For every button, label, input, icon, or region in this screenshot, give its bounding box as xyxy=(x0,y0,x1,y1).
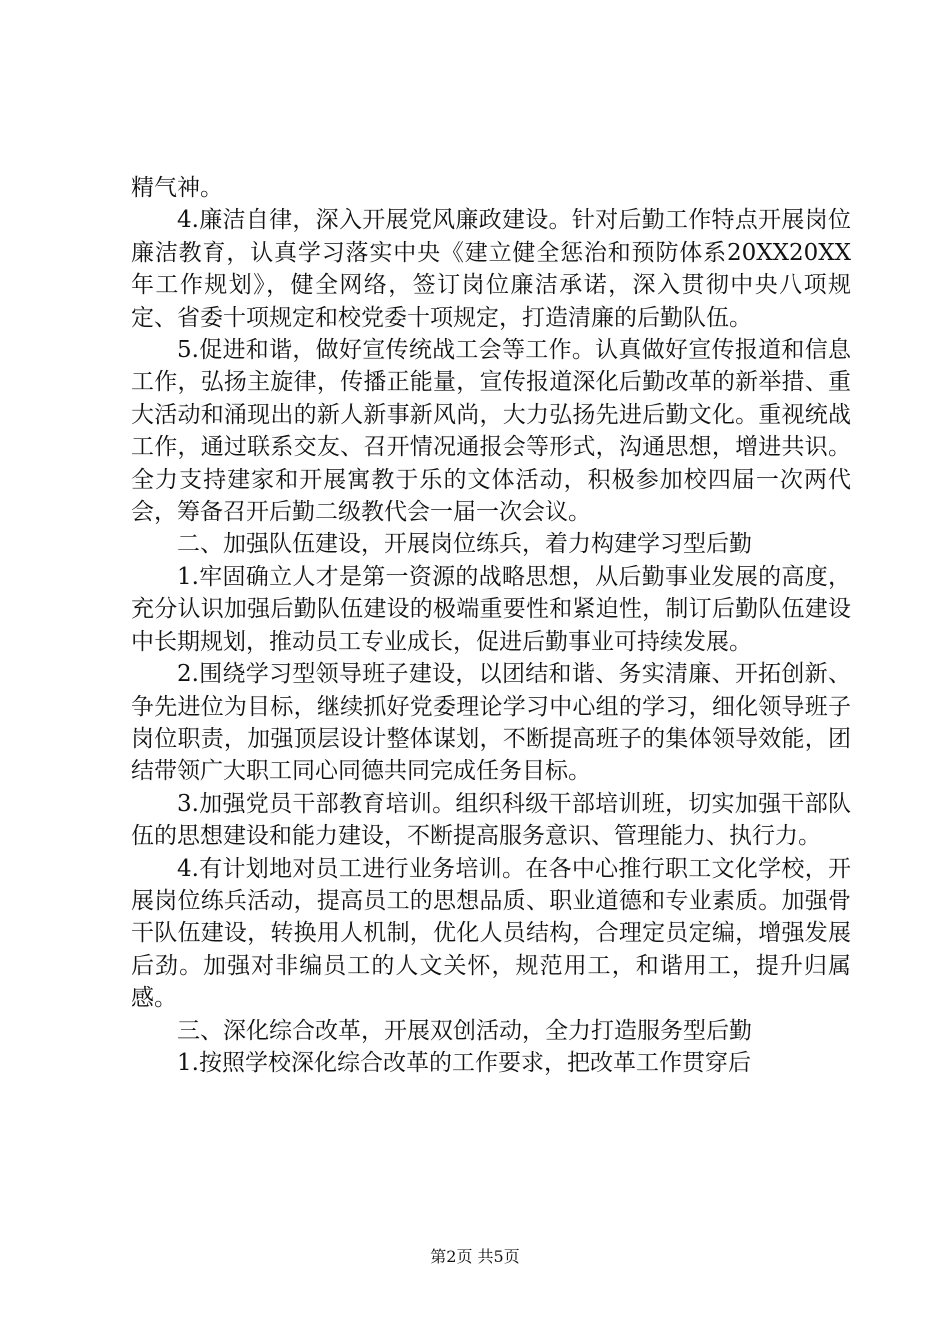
document-body xyxy=(131,172,851,1079)
page-number: 第2页 共5页 xyxy=(430,1247,520,1266)
paragraph: 4.廉洁自律，深入开展党风廉政建设。针对后勤工作特点开展岗位廉洁教育，认真学习落实中央《建立健全惩治和预防体系20XX20XX年工作规划》，健全网络，签订岗位廉洁承诺，深入贯彻中央八项规定、省委十项规定和校党委十项规定，打造清廉的后勤队伍。 xyxy=(131,207,851,331)
paragraph: 1.按照学校深化综合改革的工作要求，把改革工作贯穿后 xyxy=(177,1049,751,1076)
section-heading: 二、加强队伍建设，开展岗位练兵，着力构建学习型后勤 xyxy=(177,531,752,558)
paragraph: 2.围绕学习型领导班子建设，以团结和谐、务实清廉、开拓创新、争先进位为目标，继续抓好党委理论学习中心组的学习，细化领导班子岗位职责，加强顶层设计整体谋划，不断提高班子的集体领导效能，团结带领广大职工同心同德共同完成任务目标。 xyxy=(131,661,851,785)
page-footer xyxy=(0,1244,950,1267)
paragraph: 3.加强党员干部教育培训。组织科级干部培训班，切实加强干部队伍的思想建设和能力建设，不断提高服务意识、管理能力、执行力。 xyxy=(131,790,851,850)
paragraph: 1.牢固确立人才是第一资源的战略思想，从后勤事业发展的高度，充分认识加强后勤队伍建设的极端重要性和紧迫性，制订后勤队伍建设中长期规划，推动员工专业成长，促进后勤事业可持续发展。 xyxy=(131,563,851,655)
paragraph: 精气神。 xyxy=(131,175,223,201)
paragraph: 4.有计划地对员工进行业务培训。在各中心推行职工文化学校，开展岗位练兵活动，提高员工的思想品质、职业道德和专业素质。加强骨干队伍建设，转换用人机制，优化人员结构，合理定员定编，增强发展后劲。加强对非编员工的人文关怀，规范用工，和谐用工，提升归属感。 xyxy=(131,855,851,1012)
paragraph: 5.促进和谐，做好宣传统战工会等工作。认真做好宣传报道和信息工作，弘扬主旋律，传播正能量，宣传报道深化后勤改革的新举措、重大活动和涌现出的新人新事新风尚，大力弘扬先进后勤文化。重视统战工作，通过联系交友、召开情况通报会等形式，沟通思想，增进共识。全力支持建家和开展寓教于乐的文体活动，积极参加校四届一次两代会，筹备召开后勤二级教代会一届一次会议。 xyxy=(131,337,851,526)
section-heading: 三、深化综合改革，开展双创活动，全力打造服务型后勤 xyxy=(177,1017,752,1044)
